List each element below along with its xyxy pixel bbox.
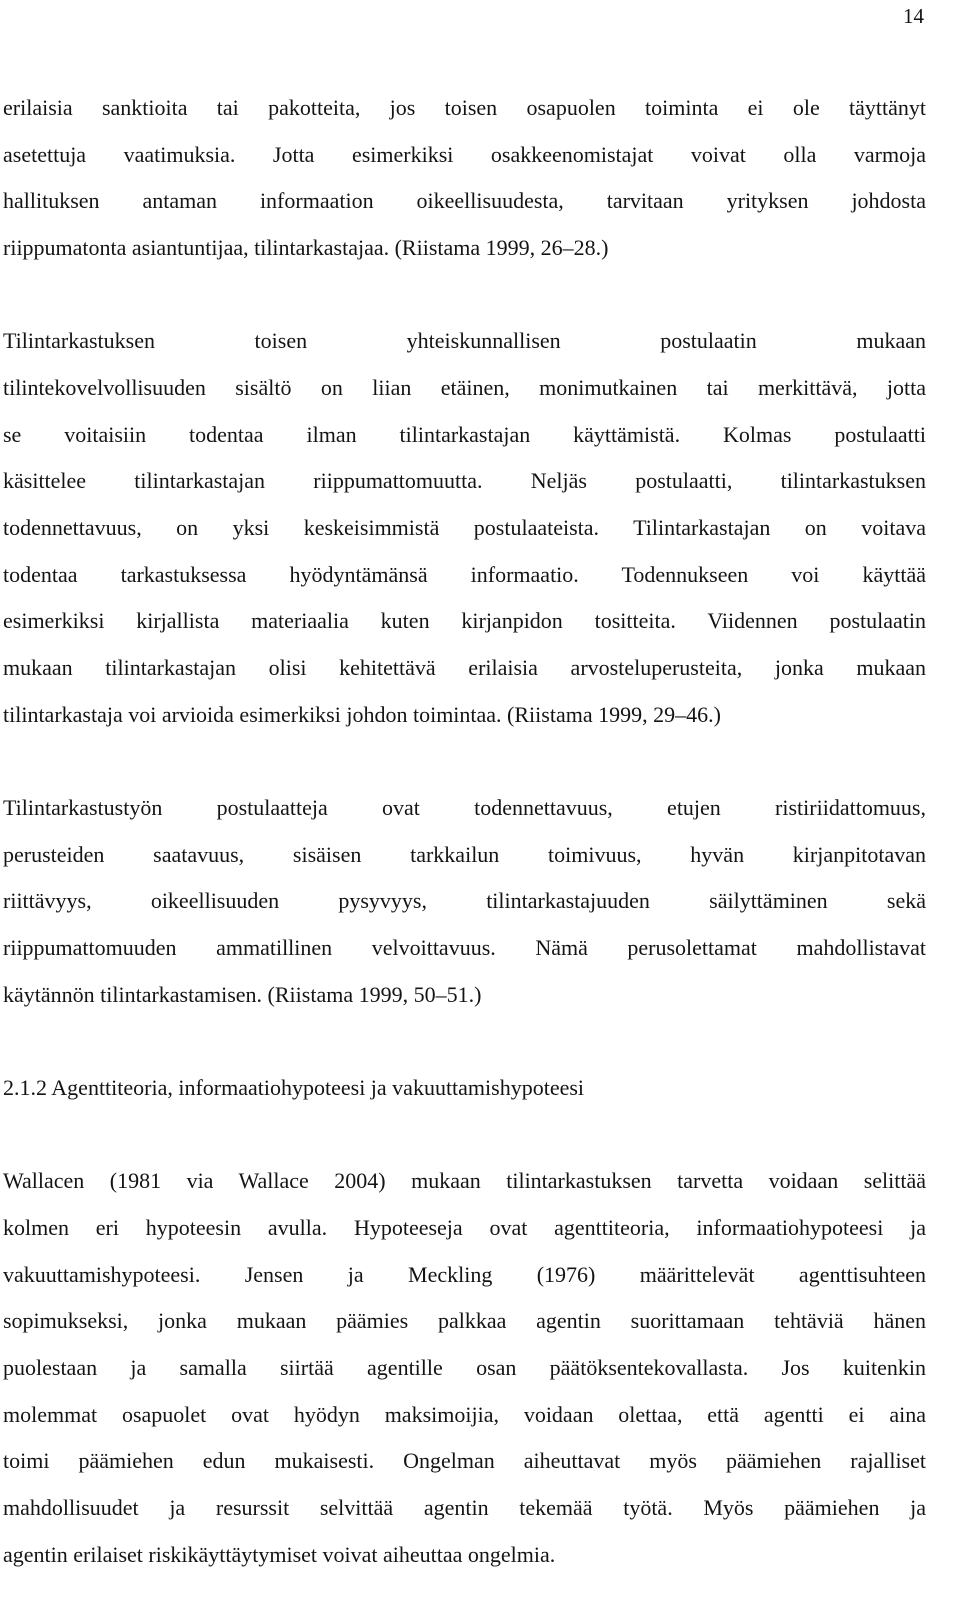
- paragraph-1-line-4: riippumatonta asiantuntijaa, tilintarkastajaa. (Riistama 1999, 26–28.): [3, 235, 609, 260]
- paragraph-3-line-3: riittävyys, oikeellisuuden pysyvyys, tilintarkastajuuden säilyttäminen sekä: [3, 888, 926, 913]
- paragraph-2-line-3: se voitaisiin todentaa ilman tilintarkastajan käyttämistä. Kolmas postulaatti: [3, 422, 926, 447]
- paragraph-1-line-3: hallituksen antaman informaation oikeellisuudesta, tarvitaan yrityksen johdosta: [3, 188, 926, 213]
- paragraph-4-line-1: Wallacen (1981 via Wallace 2004) mukaan tilintarkastuksen tarvetta voidaan selittää: [3, 1168, 926, 1193]
- paragraph-4-line-5: puolestaan ja samalla siirtää agentille osan päätöksentekovallasta. Jos kuitenkin: [3, 1355, 926, 1380]
- section-heading: 2.1.2 Agenttiteoria, informaatiohypoteesi ja vakuuttamishypoteesi: [3, 1075, 585, 1100]
- paragraph-2-line-8: mukaan tilintarkastajan olisi kehitettävä erilaisia arvosteluperusteita, jonka mukaan: [3, 655, 926, 680]
- paragraph-2-line-6: todentaa tarkastuksessa hyödyntämänsä informaatio. Todennukseen voi käyttää: [3, 562, 926, 587]
- page-number: 14: [903, 4, 924, 28]
- paragraph-2-line-4: käsittelee tilintarkastajan riippumattomuutta. Neljäs postulaatti, tilintarkastuksen: [3, 468, 926, 493]
- paragraph-3-line-1: Tilintarkastustyön postulaatteja ovat todennettavuus, etujen ristiriidattomuus,: [3, 795, 926, 820]
- paragraph-1-line-2: asetettuja vaatimuksia. Jotta esimerkiksi osakkeenomistajat voivat olla varmoja: [3, 142, 926, 167]
- paragraph-4-line-8: mahdollisuudet ja resurssit selvittää agentin tekemää työtä. Myös päämiehen ja: [3, 1495, 926, 1520]
- paragraph-4-line-3: vakuuttamishypoteesi. Jensen ja Meckling (1976) määrittelevät agenttisuhteen: [3, 1262, 926, 1287]
- paragraph-4-line-7: toimi päämiehen edun mukaisesti. Ongelman aiheuttavat myös päämiehen rajalliset: [3, 1448, 926, 1473]
- paragraph-3-line-5: käytännön tilintarkastamisen. (Riistama 1999, 50–51.): [3, 982, 482, 1007]
- paragraph-2-line-1: Tilintarkastuksen toisen yhteiskunnallisen postulaatin mukaan: [3, 328, 926, 353]
- paragraph-4-line-2: kolmen eri hypoteesin avulla. Hypoteeseja ovat agenttiteoria, informaatiohypoteesi ja: [3, 1215, 926, 1240]
- paragraph-4-line-4: sopimukseksi, jonka mukaan päämies palkkaa agentin suorittamaan tehtäviä hänen: [3, 1308, 926, 1333]
- paragraph-2-line-5: todennettavuus, on yksi keskeisimmistä postulaateista. Tilintarkastajan on voitava: [3, 515, 926, 540]
- paragraph-3-line-4: riippumattomuuden ammatillinen velvoittavuus. Nämä perusolettamat mahdollistavat: [3, 935, 926, 960]
- paragraph-3-line-2: perusteiden saatavuus, sisäisen tarkkailun toimivuus, hyvän kirjanpitotavan: [3, 842, 926, 867]
- paragraph-2-line-9: tilintarkastaja voi arvioida esimerkiksi johdon toimintaa. (Riistama 1999, 29–46.): [3, 702, 721, 727]
- paragraph-4-line-6: molemmat osapuolet ovat hyödyn maksimoijia, voidaan olettaa, että agentti ei aina: [3, 1402, 926, 1427]
- paragraph-4-line-9: agentin erilaiset riskikäyttäytymiset voivat aiheuttaa ongelmia.: [3, 1542, 556, 1567]
- paragraph-1-line-1: erilaisia sanktioita tai pakotteita, jos toisen osapuolen toiminta ei ole täyttänyt: [3, 95, 926, 120]
- paragraph-2-line-2: tilintekovelvollisuuden sisältö on liian etäinen, monimutkainen tai merkittävä, jotta: [3, 375, 926, 400]
- paragraph-2-line-7: esimerkiksi kirjallista materiaalia kuten kirjanpidon tositteita. Viidennen postulaatin: [3, 608, 926, 633]
